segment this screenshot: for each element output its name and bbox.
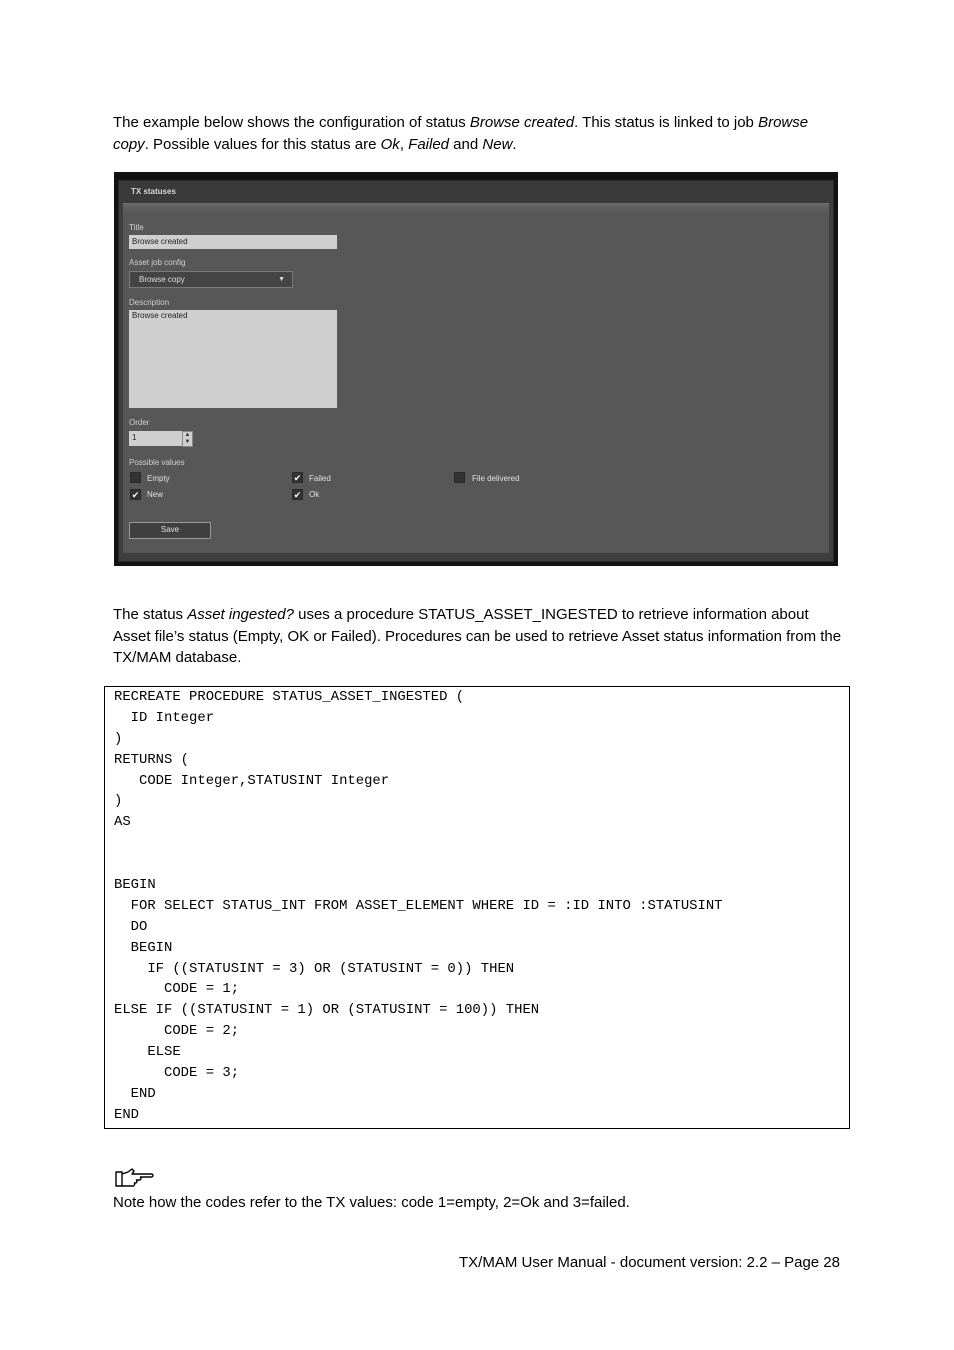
checkbox-empty[interactable]: [130, 472, 141, 483]
checkbox-failed[interactable]: [292, 472, 303, 483]
intro-text: . This status is linked to job: [574, 114, 759, 131]
code-line: FOR SELECT STATUS_INT FROM ASSET_ELEMENT WHERE ID = :ID INTO :STATUSINT: [114, 897, 723, 914]
save-button[interactable]: Save: [129, 522, 211, 539]
order-label: Order: [129, 418, 150, 427]
code-line: CODE = 3;: [114, 1065, 240, 1082]
code-line: RETURNS (: [114, 751, 190, 768]
checkbox-new[interactable]: [130, 489, 141, 500]
code-line: BEGIN: [114, 939, 173, 956]
stepper-down-icon[interactable]: ▼: [184, 439, 191, 445]
intro-value-new: New: [482, 135, 513, 153]
stepper-up-icon[interactable]: ▲: [184, 432, 191, 438]
note-text: Note how the codes refer to the TX values: code 1=empty, 2=Ok and 3=failed.: [113, 1194, 630, 1211]
description-textarea[interactable]: Browse created: [129, 310, 337, 408]
procedure-text: The status: [113, 606, 188, 623]
code-line: [114, 854, 849, 875]
code-line: END: [114, 1106, 140, 1123]
code-line: CODE = 2;: [114, 1023, 240, 1040]
checkmark-icon: ✔: [293, 473, 302, 483]
intro-text: and: [449, 135, 483, 153]
code-line: IF ((STATUSINT = 3) OR (STATUSINT = 0)) THEN: [114, 960, 515, 977]
checkmark-icon: ✔: [293, 490, 302, 500]
code-line: ): [114, 793, 123, 810]
form-panel: [123, 213, 829, 553]
intro-text: . Possible values for this status are: [144, 135, 381, 153]
tx-statuses-screenshot: [114, 172, 838, 566]
code-line: END: [114, 1085, 156, 1102]
checkbox-file-delivered-label: File delivered: [472, 474, 520, 483]
order-stepper[interactable]: [182, 431, 193, 447]
intro-text: .: [512, 135, 517, 153]
code-line: AS: [114, 814, 131, 831]
dropdown-arrow-icon: ▼: [278, 276, 285, 283]
header-bar: [123, 203, 829, 213]
code-line: RECREATE PROCEDURE STATUS_ASSET_INGESTED (: [114, 689, 465, 705]
window-frame: [118, 180, 834, 562]
checkmark-icon: ✔: [131, 490, 140, 500]
intro-value-ok: Ok: [380, 135, 400, 153]
code-line: DO: [114, 918, 148, 935]
possible-values-label: Possible values: [129, 458, 185, 467]
checkbox-failed-label: Failed: [309, 474, 331, 483]
code-line: ELSE: [114, 1044, 181, 1061]
code-line: ): [114, 730, 123, 747]
title-label: Title: [129, 223, 144, 232]
procedure-paragraph: [113, 604, 843, 669]
window-header: TX statuses: [119, 181, 833, 203]
checkbox-empty-label: Empty: [147, 474, 170, 483]
intro-status-name: Browse created: [469, 114, 575, 131]
description-label: Description: [129, 298, 170, 307]
intro-paragraph: [113, 112, 843, 155]
job-config-label: Asset job config: [129, 258, 186, 267]
checkbox-file-delivered[interactable]: [454, 472, 465, 483]
job-config-dropdown[interactable]: [129, 271, 293, 288]
code-block: [104, 686, 850, 1129]
title-input[interactable]: Browse created: [129, 235, 337, 249]
code-line: [114, 833, 849, 854]
checkbox-ok[interactable]: [292, 489, 303, 500]
intro-value-failed: Failed: [408, 135, 450, 153]
order-input[interactable]: 1: [129, 431, 182, 446]
intro-text: The example below shows the configuration of status: [113, 114, 470, 131]
checkbox-new-label: New: [147, 490, 164, 499]
code-line: ID Integer: [114, 709, 215, 726]
intro-job-name: Browse copy: [113, 114, 809, 153]
page-footer: TX/MAM User Manual - document version: 2.2 – Page 28: [458, 1254, 840, 1271]
code-line: ELSE IF ((STATUSINT = 1) OR (STATUSINT = 100)) THEN: [114, 1002, 540, 1019]
pointing-hand-icon: [114, 1166, 156, 1190]
procedure-status-name: Asset ingested?: [187, 606, 294, 623]
job-config-value: Browse copy: [139, 275, 185, 284]
code-line: CODE Integer,STATUSINT Integer: [114, 772, 390, 789]
checkbox-ok-label: Ok: [309, 490, 320, 499]
code-line: CODE = 1;: [114, 981, 240, 998]
code-line: BEGIN: [114, 877, 156, 894]
intro-text: ,: [399, 135, 409, 153]
procedure-text: uses a procedure STATUS_ASSET_INGESTED to retrieve information about Asset file’s status (Empty, OK or Failed). Procedures can be used to retrieve Asset status information from the TX/MAM database.: [113, 606, 842, 666]
